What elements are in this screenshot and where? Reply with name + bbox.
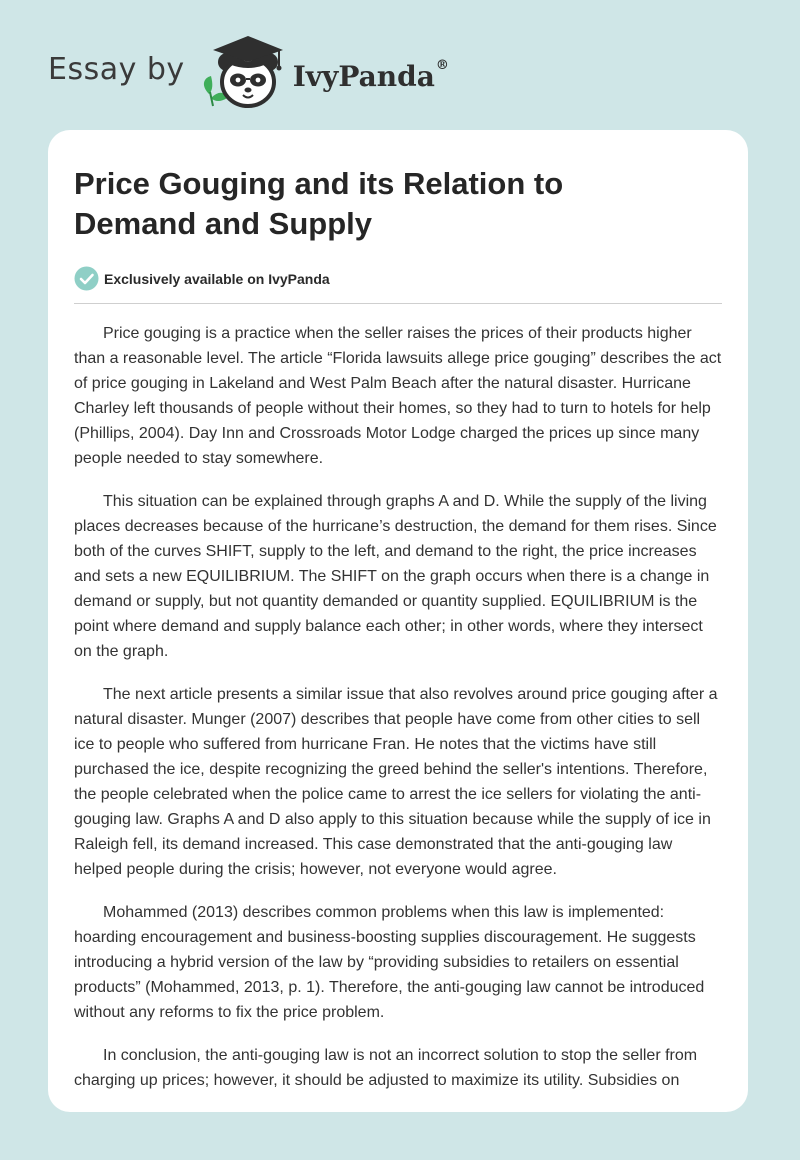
paragraph: The next article presents a similar issue that also revolves around price gouging after a natural disaster. Munger (2007) describes that people have come from other cities to sell ice to people who suffered from hurricane Fran. He notes that the victims have still purchased the ice, despite recognizing the greed behind the seller's intentions. Therefore, the people celebrated when the police came to arrest the ice sellers for violating the anti-gouging law. Graphs A and D also apply to this situation because while the supply of ice in Raleigh fell, its demand increased. This case demonstrated that the anti-gouging law helped people during the crisis; however, not everyone would agree. [74,686,718,878]
paragraph: Mohammed (2013) describes common problems when this law is implemented: hoarding encouragement and business-boosting supplies discouragement. He suggests introducing a hybrid version of the law by “providing subsidies to retailers on essential products” (Mohammed, 2013, p. 1). Therefore, the anti-gouging law cannot be introduced without any reforms to fix the price problem. [74,904,705,1021]
essay-card [48,130,748,1112]
essay-body [74,321,722,1093]
brand-prefix: Essay by [48,51,185,87]
paragraph: This situation can be explained through graphs A and D. While the supply of the living places decreases because of the hurricane’s destruction, the demand for them rises. Since both of the curves SHIFT, supply to the left, and demand to the right, the price increases and sets a new EQUILIBRIUM. The SHIFT on the graph occurs when there is a change in demand or supply, but not quantity demanded or quantity supplied. EQUILIBRIUM is the point where demand and supply balance each other; in other words, where they intersect on the graph. [74,493,717,660]
paragraph: Price gouging is a practice when the seller raises the prices of their products higher than a reasonable level. The article “Florida lawsuits allege price gouging” describes the act of price gouging in Lakeland and West Palm Beach after the natural disaster. Hurricane Charley left thousands of people without their homes, so they had to turn to hotels for help (Phillips, 2004). Day Inn and Crossroads Motor Lodge charged the prices up since many people needed to stay somewhere. [74,325,722,467]
exclusive-badge-label: Exclusively available on IvyPanda [104,270,330,287]
brand-name[interactable]: IvyPanda® [292,57,449,93]
paragraph: In conclusion, the anti-gouging law is not an incorrect solution to stop the seller from charging up prices; however, it should be adjusted to maximize its utility. Subsidies on [74,1047,698,1089]
brand-header [48,32,449,112]
exclusive-badge [74,266,722,291]
panda-graduate-icon[interactable] [199,32,291,112]
trademark-symbol: ® [435,57,449,73]
check-circle-icon [74,266,99,291]
divider [74,303,722,304]
essay-title: Price Gouging and its Relation to Demand and Supply [74,166,564,241]
